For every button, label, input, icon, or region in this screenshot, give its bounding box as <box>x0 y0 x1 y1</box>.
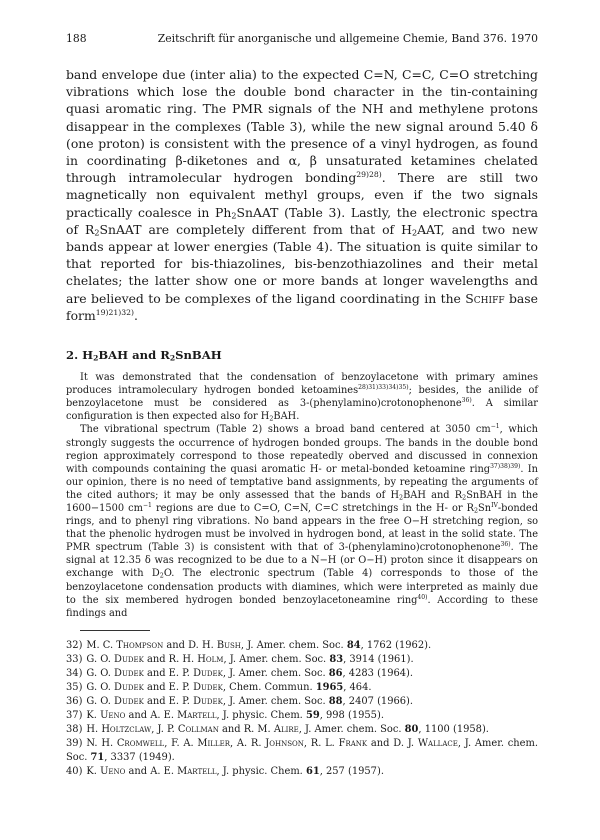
reference-marker[interactable]: 34) <box>388 384 399 392</box>
footnote-item: 39) N. H. Cromwell, F. A. Miller, A. R. Johnson, R. L. Frank and D. J. Wallace, J. Amer. chem. Soc. 71, 3337 (1949). <box>66 737 538 763</box>
footnote-item: 32) M. C. Thompson and D. H. Bush, J. Amer. chem. Soc. 84, 1762 (1962). <box>66 639 432 651</box>
volume-number: 61 <box>305 765 320 777</box>
author-name: Miller <box>197 737 230 749</box>
author-name: Ueno <box>100 709 126 721</box>
footnote-item: 37) K. Ueno and A. E. Martell, J. physic. Chem. 59, 998 (1955). <box>66 709 384 721</box>
author-name: Dudek <box>193 681 223 693</box>
reference-marker[interactable]: 19) <box>95 308 109 318</box>
volume-number: 1965 <box>315 681 344 693</box>
author-name: Bush <box>216 639 241 651</box>
author-name: Martell <box>177 765 217 777</box>
reference-marker[interactable]: 36) <box>461 397 472 405</box>
author-name: Wallace <box>417 737 458 749</box>
reference-marker[interactable]: 40) <box>417 593 428 601</box>
author-name: Holtzclaw <box>101 723 152 735</box>
author-name: Cromwell <box>116 737 165 749</box>
author-name: Alire <box>273 723 299 735</box>
author-name: Dudek <box>114 681 144 693</box>
author-name: Thompson <box>116 639 164 651</box>
footnote-number: 33) <box>66 653 83 665</box>
author-name: Collman <box>177 723 219 735</box>
footnote-number: 39) <box>66 737 83 749</box>
reference-marker[interactable]: 29) <box>356 170 370 180</box>
footnote-item: 38) H. Holtzclaw, J. P. Collman and R. M. Alire, J. Amer. chem. Soc. 80, 1100 (1958). <box>66 723 489 735</box>
footnote-item: 36) G. O. Dudek and E. P. Dudek, J. Amer. chem. Soc. 88, 2407 (1966). <box>66 695 414 707</box>
body-paragraph-3: The vibrational spectrum (Table 2) shows a broad band centered at 3050 $cm^{-1}$, which strongly suggests the occurrence of hydrogen bonded groups. The bands in the double bond region approximately correspond to those repeatedly oberved and discussed in connexion with compounds containing the quasi aromatic H- or metal-bonded ketoamine ring$^{37)38)39)}$. In our opinion, there is no need of temptative band assignments, by repeating the arguments of the cited authors; it may be only assessed that the bands of $H_2BAH$ and $R_2SnBAH$ in the 1600−1500 $cm^{-1}$ regions are due to C=O, C=N, C=C stretchings in the H- or $R_2Sn^{IV}$-bonded rings, and to phenyl ring vibrations. No band appears in the free O−H stretching region, so that the phenolic hydrogen must be involved in hydrogen bond, at least in the solid state. The PMR spectrum (Table 3) is consistent with that of 3-(phenylamino)crotonophenone$^{36)}$. The signal at 12.35 δ was recognized to be due to a N−H (or O−H) proton since it disappears on exchange with $D_2O$. The electronic spectrum (Table 4) corresponds to those of the benzoylacetone condensation products with diamines, which were interpreted as mainly due to the six membered hydrogen bonded benzoylacetoneamine ring$^{40)}$. According to these findings and <box>66 423 539 619</box>
footnotes <box>66 639 538 779</box>
footnote-number: 34) <box>66 667 83 679</box>
body-paragraph-2: It was demonstrated that the condensation of benzoylacetone with primary amines produces intramoleculary hydrogen bonded ketoamines$^{28)31)33)34)35)}$; besides, the anilide of benzoylacetone must be considered as 3-(phenylamino)crotonophenone$^{36)}$. A similar configuration is then expected also for $H_2BAH$. <box>66 372 538 423</box>
volume-number: 71 <box>90 751 105 763</box>
body-paragraph-1: band envelope due (inter alia) to the expected C=N, C=C, C=O stretching vibrations which lose the double bond character in the tin-containing quasi aromatic ring. The PMR signals of the NH and methylene protons disappear in the complexes (Table 3), while the new signal around 5.40 δ (one proton) is consistent with the presence of a vinyl hydrogen, as found in coordinating β-diketones and α, β unsaturated ketamines chelated through intramolecular hydrogen bonding$^{29)28)}$. There are still two magnetically non equivalent methyl groups, even if the two signals practically coalesce in $Ph_2SnAAT$ (Table 3). Lastly, the electronic spectra of $R_2SnAAT$ are completely different from that of $H_2AAT$, and two new bands appear at lower energies (Table 4). The situation is quite similar to that reported for bis-thiazolines, bis-benzothiazolines and their metal chelates; the latter show one or more bands at longer wavelengths and are believed to be complexes of the ligand coordinating in the Schiff base form$^{19)21)32)}$. <box>66 67 539 323</box>
author-name: Dudek <box>193 695 223 707</box>
reference-marker[interactable]: 28) <box>369 170 382 180</box>
footnote-item: 33) G. O. Dudek and R. H. Holm, J. Amer. chem. Soc. 83, 3914 (1961). <box>66 653 414 665</box>
running-title: Zeitschrift für anorganische und allgemeine Chemie, Band 376. 1970 <box>157 32 538 45</box>
footnote-number: 38) <box>66 723 83 735</box>
section-heading: 2. $H_2BAH$ and $R_2SnBAH$ <box>66 348 222 363</box>
page-number: 188 <box>66 32 87 45</box>
author-name: Frank <box>338 737 368 749</box>
volume-number: 83 <box>329 653 344 665</box>
footnote-number: 37) <box>66 709 83 721</box>
footnote-number: 32) <box>66 639 83 651</box>
author-name: Martell <box>177 709 217 721</box>
reference-marker[interactable]: 31) <box>368 384 379 392</box>
footnote-divider <box>80 630 150 631</box>
footnote-number: 40) <box>66 765 83 777</box>
footnote-item: 40) K. Ueno and A. E. Martell, J. physic. Chem. 61, 257 (1957). <box>66 765 384 777</box>
author-name: Dudek <box>114 695 144 707</box>
footnote-item: 35) G. O. Dudek and E. P. Dudek, Chem. Commun. 1965, 464. <box>66 681 372 693</box>
volume-number: 59 <box>305 709 320 721</box>
reference-marker[interactable]: 38) <box>500 462 511 470</box>
author-name: Ueno <box>100 765 126 777</box>
volume-number: 80 <box>404 723 419 735</box>
author-name: Holm <box>197 653 224 665</box>
volume-number: 86 <box>328 667 343 679</box>
reference-marker[interactable]: 36) <box>500 541 511 549</box>
author-name: Dudek <box>114 667 144 679</box>
reference-marker[interactable]: 35) <box>398 384 409 392</box>
reference-marker[interactable]: 33) <box>378 384 389 392</box>
reference-marker[interactable]: 37) <box>490 462 501 470</box>
volume-number: 88 <box>328 695 343 707</box>
reference-marker[interactable]: 21) <box>108 308 122 318</box>
journal-page <box>66 32 538 779</box>
footnote-item: 34) G. O. Dudek and E. P. Dudek, J. Amer. chem. Soc. 86, 4283 (1964). <box>66 667 414 679</box>
footnote-number: 36) <box>66 695 83 707</box>
reference-marker[interactable]: 28) <box>358 384 369 392</box>
author-name: Dudek <box>193 667 223 679</box>
author-name: Johnson <box>265 737 304 749</box>
page-header <box>66 32 538 48</box>
volume-number: 84 <box>346 639 361 651</box>
reference-marker[interactable]: 32) <box>121 308 135 318</box>
footnote-number: 35) <box>66 681 83 693</box>
reference-marker[interactable]: 39) <box>510 462 521 470</box>
author-name: Dudek <box>114 653 144 665</box>
